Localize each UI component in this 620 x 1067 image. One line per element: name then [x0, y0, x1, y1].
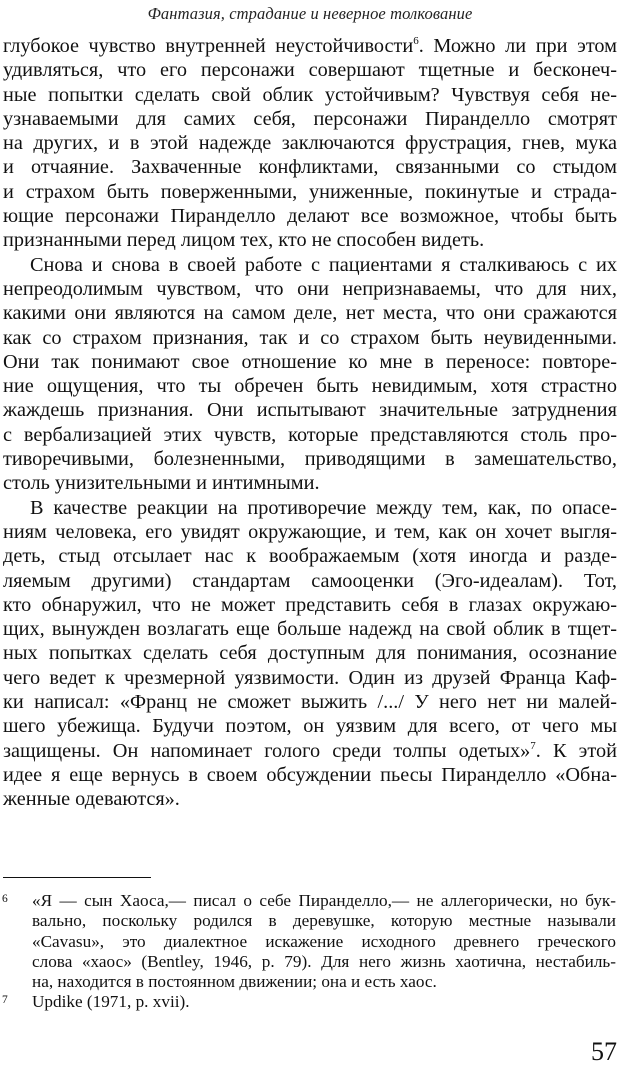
text-line: [3, 739, 617, 763]
text-line: и страхом быть поверженными, униженные, покинутые и страда-: [3, 180, 617, 203]
text-line: столь унизительными и интимными.: [3, 472, 320, 495]
footnote-number: 7: [2, 994, 8, 1007]
paragraph-2: [3, 253, 617, 496]
paragraph-3: [3, 496, 617, 812]
text-line: ных попытках сделать себя доступным для понимания, осознание: [3, 642, 617, 665]
footnotes: [0, 891, 617, 1013]
text-line: ные попытки сделать свой облик устойчивым? Чувствуя себя не-: [3, 83, 617, 106]
text-line: В качестве реакции на противоречие между тем, как, по опасе-: [30, 496, 617, 519]
text-line: жаждешь признания. Они испытывают значительные затруднения: [3, 399, 617, 422]
running-head: Фантазия, страдание и неверное толкование: [147, 4, 473, 23]
footnote-number: 6: [2, 893, 8, 905]
line-text: защищены. Он напоминает голого среди толпы одетых»: [3, 739, 531, 762]
text-line: женные одеваются».: [3, 788, 180, 811]
text-line: непреодолимым чувством, что они непризнаваемы, что для них,: [3, 277, 617, 300]
footnote-ref-6[interactable]: 6: [413, 35, 419, 48]
text-line: какими они являются на самом деле, нет места, что они сражаются: [3, 302, 617, 325]
text-line: признанными перед лицом тех, кто не способен видеть.: [3, 229, 485, 252]
text-line: деть, стыд отсылает нас к воображаемым (хотя иногда и разде-: [3, 545, 617, 568]
footnote-6: [0, 891, 617, 992]
line-text: глубокое чувство внутренней неустойчивости: [3, 35, 414, 57]
text-line: ки написал: «Франц не сможет выжить /.../ У него нет ни малей-: [3, 691, 617, 714]
paragraph-1: [3, 34, 617, 253]
footnote-ref-7[interactable]: 7: [530, 739, 536, 752]
text-line: ниям человека, его увидят окружающие, и тем, как он хочет выгля-: [3, 520, 617, 543]
line-text: . К этой: [535, 739, 617, 762]
text-line: чего ведет к чрезмерной уязвимости. Один из друзей Франца Каф-: [3, 666, 617, 689]
footnote-line: вально, поскольку родился в деревушке, которую местные называли: [32, 911, 616, 931]
text-line: ляемым другими) стандартам самооценки (Эго-идеалам). Тот,: [3, 569, 617, 592]
text-line: с вербализацией этих чувств, которые представляются столь про-: [3, 423, 617, 446]
page-number: 57: [591, 1037, 617, 1066]
text-line: и отчаяние. Захваченные конфликтами, связанными со стыдом: [3, 156, 617, 179]
footnote-line: Updike (1971, p. xvii).: [32, 992, 190, 1012]
text-line: ющие персонажи Пиранделло делают все возможное, чтобы быть: [3, 205, 617, 228]
text-line: [3, 34, 617, 58]
text-line: узнаваемыми для самих себя, персонажи Пиранделло смотрят: [3, 107, 617, 130]
text-line: удивляться, что его персонажи совершают тщетные и бесконеч-: [3, 59, 617, 82]
footnote-7: [0, 992, 617, 1012]
text-line: Снова и снова в своей работе с пациентами я сталкиваюсь с их: [30, 253, 617, 276]
footnote-line: на, находится в постоянном движении; она и есть хаос.: [32, 972, 437, 992]
text-line: ние ощущения, что ты обречен быть невидимым, хотя страстно: [3, 375, 617, 398]
text-line: шего убежища. Будучи поэтом, он уязвим для всего, от чего мы: [3, 715, 617, 738]
footnote-divider: [3, 877, 151, 878]
body-text: [3, 34, 617, 812]
text-line: тиворечивыми, болезненными, приводящими в замешательство,: [3, 448, 617, 471]
text-line: на других, и в этой надежде заключаются фрустрация, гнев, мука: [3, 132, 617, 155]
text-line: как со страхом признания, так и со страхом быть неувиденными.: [3, 326, 617, 349]
footnote-line: «Я — сын Хаоса,— писал о себе Пиранделло,— не аллегорически, но бук-: [32, 891, 616, 910]
footnote-line: «Cavasu», это диалектное искажение исходного древнего греческого: [32, 931, 616, 951]
text-line: идее я еще вернусь в своем обсуждении пьесы Пиранделло «Обна-: [3, 763, 617, 786]
text-line: Они так понимают свое отношение ко мне в переносе: повторе-: [3, 350, 617, 373]
text-line: кто обнаружил, что не может представить себя в глазах окружаю-: [3, 593, 617, 616]
line-text: . Можно ли при этом: [418, 35, 618, 57]
footnote-line: слова «хаос» (Bentley, 1946, p. 79). Для него жизнь хаотична, нестабиль-: [32, 951, 616, 971]
text-line: щих, вынужден возлагать еще больше надежд на свой облик в тщет-: [3, 618, 617, 641]
